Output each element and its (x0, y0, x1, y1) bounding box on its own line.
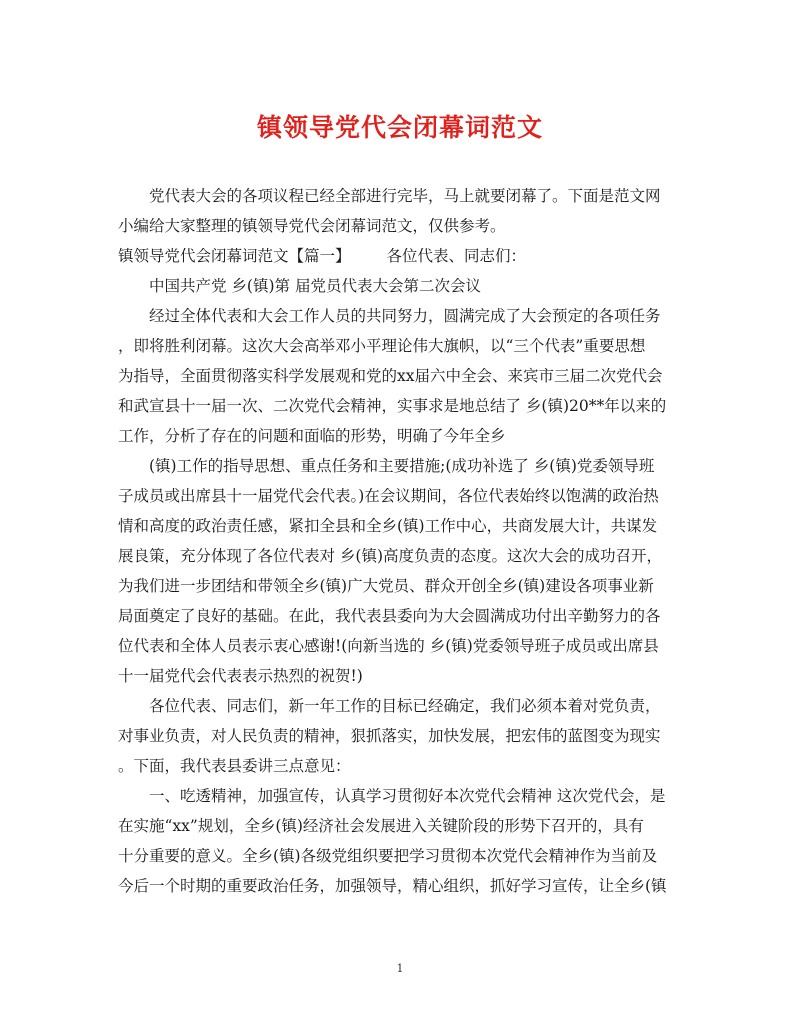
paragraph-line: 位代表和全体人员表示衷心感谢!(向新当选的 乡(镇)党委领导班子成员或出席县 (118, 637, 659, 655)
paragraph-line: 在实施“xx”规划，全乡(镇)经济社会发展进入关键阶段的形势下召开的，具有 (118, 817, 644, 835)
paragraph-line: 工作，分析了存在的问题和面临的形势，明确了今年全乡 (118, 427, 506, 445)
paragraph-line: (镇)工作的指导思想、重点任务和主要措施;(成功补选了 乡(镇)党委领导班 (149, 457, 655, 475)
document-title: 镇领导党代会闭幕词范文 (256, 113, 543, 142)
paragraph-line: 今后一个时期的重要政治任务，加强领导，精心组织，抓好学习宣传，让全乡(镇 (118, 877, 667, 895)
paragraph-line: 一、吃透精神，加强宣传，认真学习贯彻好本次党代会精神 这次党代会，是 (149, 787, 666, 805)
paragraph-line: 为指导，全面贯彻落实科学发展观和党的xx届六中全会、来宾市三届二次党代会 (118, 367, 663, 385)
paragraph-line: 中国共产党 乡(镇)第 届党员代表大会第二次会议 (149, 277, 481, 295)
paragraph-line: 和武宣县十一届一次、二次党代会精神，实事求是地总结了 乡(镇)20**年以来的 (118, 397, 667, 415)
paragraph-line: 十一届党代会代表表示热烈的祝贺!) (118, 667, 363, 685)
section-heading: 镇领导党代会闭幕词范文【篇一】 (118, 247, 351, 265)
paragraph-line: 情和高度的政治责任感，紧扣全县和全乡(镇)工作中心，共商发展大计，共谋发 (118, 517, 658, 535)
paragraph-line: 为我们进一步团结和带领全乡(镇)广大党员、群众开创全乡(镇)建设各项事业新 (118, 577, 654, 595)
paragraph-line: 十分重要的意义。全乡(镇)各级党组织要把学习贯彻本次党代会精神作为当前及 (118, 847, 658, 865)
paragraph-line: 经过全体代表和大会工作人员的共同努力，圆满完成了大会预定的各项任务 (149, 307, 661, 325)
paragraph-line: 展良策，充分体现了各位代表对 乡(镇)高度负责的态度。这次大会的成功召开， (118, 547, 663, 565)
paragraph-line: 党代表大会的各项议程已经全部进行完毕，马上就要闭幕了。下面是范文网 (149, 187, 661, 205)
paragraph-line: 子成员或出席县十一届党代会代表。)在会议期间，各位代表始终以饱满的政治热 (118, 487, 659, 505)
paragraph-line: 局面奠定了良好的基础。在此，我代表县委向为大会圆满成功付出辛勤努力的各 (118, 607, 661, 625)
paragraph-line: 。下面，我代表县委讲三点意见： (118, 757, 351, 775)
paragraph-line: ，即将胜利闭幕。这次大会高举邓小平理论伟大旗帜，以“三个代表”重要思想 (118, 337, 646, 355)
paragraph-line: 各位代表、同志们，新一年工作的目标已经确定，我们必须本着对党负责， (149, 697, 661, 715)
section-heading-line (118, 241, 684, 271)
salutation: 各位代表、同志们： (386, 247, 527, 265)
document-body (118, 181, 684, 901)
paragraph-line: 对事业负责，对人民负责的精神，狠抓落实，加快发展，把宏伟的蓝图变为现实 (118, 727, 661, 745)
paragraph-line: 小编给大家整理的镇领导党代会闭幕词范文，仅供参考。 (118, 217, 506, 235)
page-number: 1 (396, 962, 404, 975)
